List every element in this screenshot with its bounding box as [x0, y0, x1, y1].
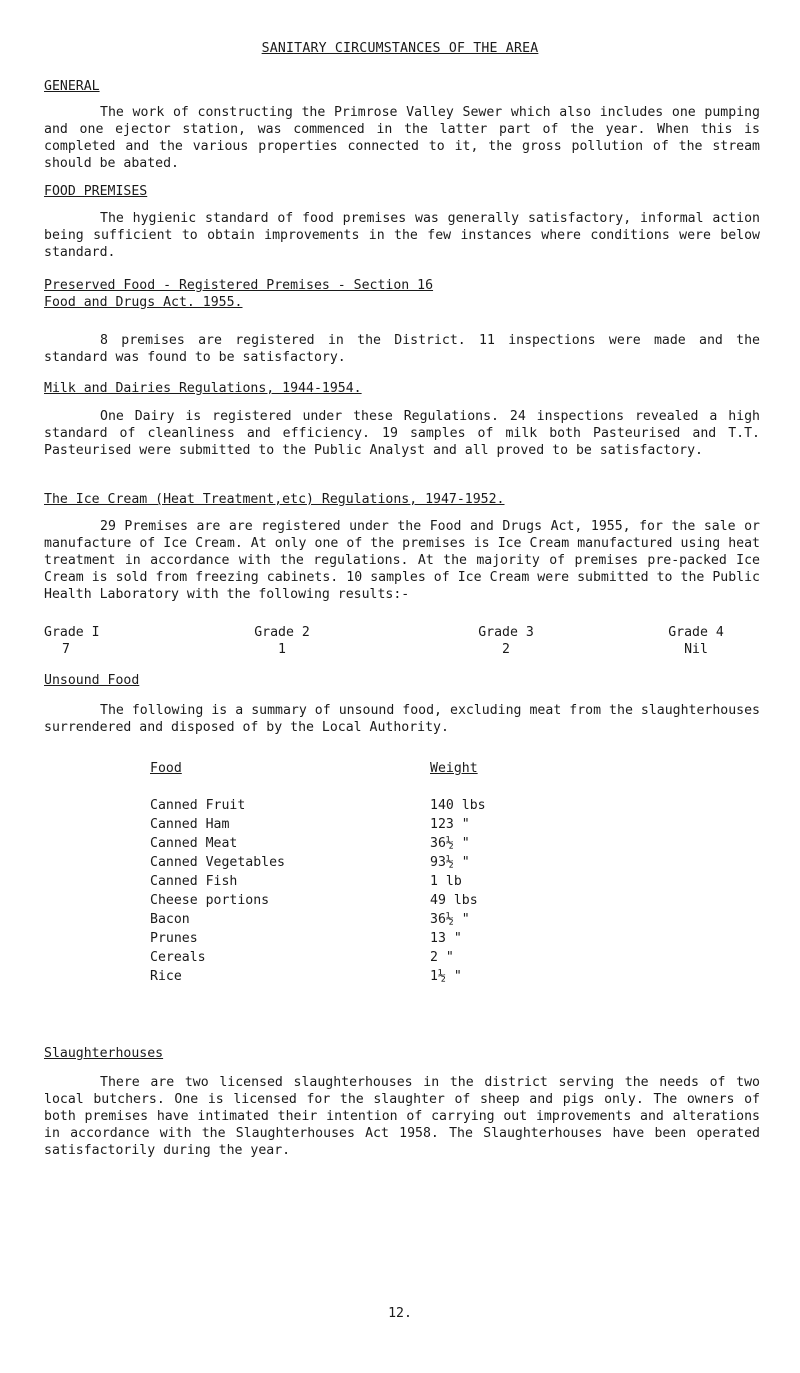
- food-item: Canned Fruit: [150, 798, 246, 813]
- grade-3-value: 2: [502, 642, 510, 657]
- ice-cream-paragraph: 29 Premises are are registered under the Food and Drugs Act, 1955, for the sale or manufacture of Ice Cream. At only one of the premises is Ice Cream manufactured using heat treatment in accordance with the regulations. At the majority of premises pre-packed Ice Cream is sold from freezing cabinets. 10 samples of Ice Cream were submitted to the Public Health Laboratory with the following results:-: [44, 519, 760, 602]
- heading-unsound-food: Unsound Food: [44, 673, 140, 688]
- unsound-food-paragraph: The following is a summary of unsound food, excluding meat from the slaughterhouses surrendered and disposed of by the Local Authority.: [44, 703, 760, 735]
- food-item: Cereals: [150, 950, 206, 965]
- slaughterhouses-paragraph: There are two licensed slaughterhouses in the district serving the needs of two local butchers. One is licensed for the slaughter of sheep and pigs only. The owners of both premises have intimated their intention of carrying out improvements and alterations in accordance with the Slaughterhouses Act 1958. The Slaughterhouses have been operated satisfactorily during the year.: [44, 1075, 760, 1158]
- food-item: Rice: [150, 969, 182, 984]
- food-item: Canned Meat: [150, 836, 238, 851]
- heading-food-premises: FOOD PREMISES: [44, 184, 148, 199]
- food-weight: 123 ": [430, 817, 470, 832]
- food-weight: 1 lb: [430, 874, 462, 889]
- grade-4-label: Grade 4: [668, 625, 724, 640]
- food-premises-paragraph: The hygienic standard of food premises was generally satisfactory, informal action being sufficient to obtain improvements in the few instances where conditions were below standard.: [44, 211, 760, 260]
- table-row: [150, 949, 590, 968]
- preserved-food-paragraph: 8 premises are registered in the District. 11 inspections were made and the standard was found to be satisfactory.: [44, 333, 760, 365]
- heading-preserved-food: Preserved Food - Registered Premises - Section 16: [44, 278, 434, 293]
- grade-1-label: Grade I: [44, 625, 100, 640]
- column-header-weight: Weight: [430, 761, 478, 776]
- grade-4-value: Nil: [684, 642, 708, 657]
- page-title: SANITARY CIRCUMSTANCES OF THE AREA: [261, 41, 539, 56]
- table-row: [150, 930, 590, 949]
- food-weight: 140 lbs: [430, 798, 486, 813]
- food-item: Canned Vegetables: [150, 855, 285, 870]
- food-weight: 13 ": [430, 931, 462, 946]
- food-weight: 36½ ": [430, 912, 470, 927]
- table-row: [150, 854, 590, 873]
- heading-ice-cream: The Ice Cream (Heat Treatment,etc) Regulations, 1947-1952.: [44, 492, 505, 507]
- unsound-food-table: [150, 760, 590, 1020]
- general-paragraph: The work of constructing the Primrose Valley Sewer which also includes one pumping and one ejector station, was commenced in the latter part of the year. When this is completed and the various properties connected to it, the gross pollution of the stream should be abated.: [44, 105, 760, 171]
- food-weight: 93½ ": [430, 855, 470, 870]
- heading-slaughterhouses: Slaughterhouses: [44, 1046, 164, 1061]
- food-item: Canned Fish: [150, 874, 238, 889]
- heading-preserved-food-act: Food and Drugs Act. 1955.: [44, 295, 243, 310]
- food-weight: 1½ ": [430, 969, 462, 984]
- table-row: [150, 892, 590, 911]
- food-weight: 49 lbs: [430, 893, 478, 908]
- table-row: [150, 968, 590, 987]
- heading-milk-dairies: Milk and Dairies Regulations, 1944-1954.: [44, 381, 362, 396]
- grade-1-value: 7: [62, 642, 70, 657]
- page-number: 12.: [388, 1306, 412, 1321]
- grade-2-value: 1: [278, 642, 286, 657]
- table-row: [150, 835, 590, 854]
- table-row: [150, 911, 590, 930]
- food-item: Canned Ham: [150, 817, 230, 832]
- food-weight: 36½ ": [430, 836, 470, 851]
- table-row: [150, 816, 590, 835]
- food-item: Prunes: [150, 931, 198, 946]
- food-item: Bacon: [150, 912, 190, 927]
- table-row: [150, 873, 590, 892]
- heading-general: GENERAL: [44, 79, 100, 94]
- food-weight: 2 ": [430, 950, 454, 965]
- column-header-food: Food: [150, 761, 182, 776]
- food-item: Cheese portions: [150, 893, 270, 908]
- milk-paragraph: One Dairy is registered under these Regulations. 24 inspections revealed a high standard of cleanliness and efficiency. 19 samples of milk both Pasteurised and T.T. Pasteurised were submitted to the Public Analyst and all proved to be satisfactory.: [44, 409, 760, 458]
- table-row: [150, 797, 590, 816]
- grade-2-label: Grade 2: [254, 625, 310, 640]
- grade-3-label: Grade 3: [478, 625, 534, 640]
